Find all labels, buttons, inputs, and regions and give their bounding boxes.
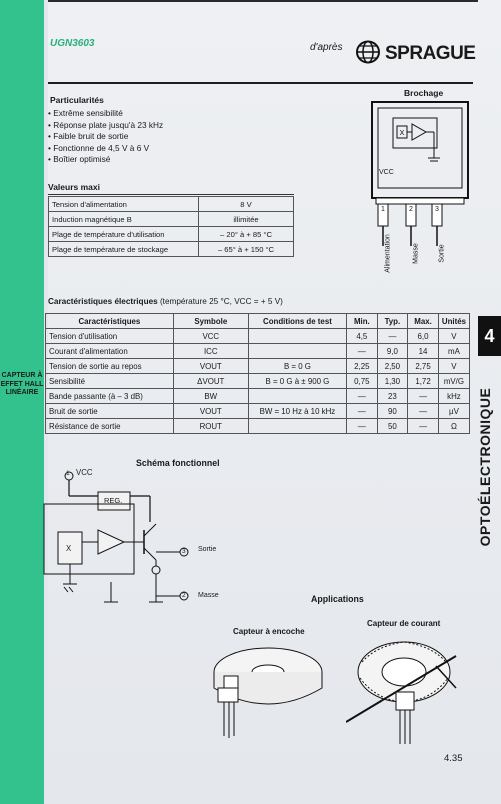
cell-label: Tension d'alimentation: [49, 197, 199, 212]
list-item: • Extrême sensibilité: [48, 108, 163, 120]
cell: —: [408, 389, 439, 404]
cell: Bande passante (à – 3 dB): [46, 389, 174, 404]
cell: 2,50: [377, 359, 408, 374]
cell: 1,30: [377, 374, 408, 389]
cell: —: [347, 419, 378, 434]
cell: —: [347, 404, 378, 419]
cell: 6,0: [408, 329, 439, 344]
schema-reg-label: REG.: [104, 496, 123, 505]
table-row: [49, 212, 294, 227]
pin-label-alimentation: Alimentation: [384, 234, 392, 273]
table-row: [49, 197, 294, 212]
cell: ICC: [173, 344, 248, 359]
cell-value: illimitée: [199, 212, 294, 227]
cell: BW: [173, 389, 248, 404]
cell: Ω: [438, 419, 469, 434]
part-number: UGN3603: [50, 38, 95, 49]
cell: Courant d'alimentation: [46, 344, 174, 359]
table-row: [46, 404, 470, 419]
schema-masse-pin: 2: [182, 592, 186, 599]
cell: ΔVOUT: [173, 374, 248, 389]
cell: 0,75: [347, 374, 378, 389]
schema-x-label: X: [66, 544, 72, 553]
cell: mA: [438, 344, 469, 359]
top-rule: [48, 0, 478, 2]
cell-label: Plage de température d'utilisation: [49, 227, 199, 242]
cell: B = 0 G: [248, 359, 346, 374]
cell: V: [438, 329, 469, 344]
cell: Résistance de sortie: [46, 419, 174, 434]
table-row: [46, 329, 470, 344]
cell: —: [377, 329, 408, 344]
list-item: • Faible bruit de sortie: [48, 131, 163, 143]
cell: 23: [377, 389, 408, 404]
cell: Tension d'utilisation: [46, 329, 174, 344]
cell: B = 0 G à ± 900 G: [248, 374, 346, 389]
column-header: Symbole: [173, 314, 248, 329]
list-item: • Boîtier optimisé: [48, 154, 163, 166]
particularites-title: Particularités: [50, 95, 104, 105]
electrical-table: [45, 313, 470, 434]
column-header: Caractéristiques: [46, 314, 174, 329]
cell: —: [347, 389, 378, 404]
schema-vcc-pin: 1: [66, 470, 70, 477]
green-side-bar: [0, 0, 44, 804]
cell: 50: [377, 419, 408, 434]
schema-sortie-label: Sortie: [198, 546, 217, 553]
svg-text:X: X: [399, 130, 405, 137]
table-row: [46, 389, 470, 404]
cell: µV: [438, 404, 469, 419]
schema-sortie-pin: 3: [182, 548, 186, 555]
cell: 4,5: [347, 329, 378, 344]
schema-masse-label: Masse: [198, 592, 219, 599]
schema-vcc-label: VCC: [76, 468, 93, 477]
cell: VOUT: [173, 404, 248, 419]
table-row: [46, 419, 470, 434]
electrical-condition: (température 25 °C, VCC = + 5 V): [159, 297, 283, 306]
section-title-vertical: [474, 372, 496, 562]
functional-schematic: [40, 462, 210, 612]
valeurs-maxi-table: [48, 196, 294, 257]
applications-title: Applications: [311, 594, 364, 604]
cell: —: [408, 404, 439, 419]
column-header: Unités: [438, 314, 469, 329]
column-header: Max.: [408, 314, 439, 329]
slot-sensor-illustration: [204, 636, 334, 746]
page-number: 4.35: [444, 753, 463, 764]
left-section-label: CAPTEUR À EFFET HALL LINÉAIRE: [0, 372, 44, 396]
cell-label: Plage de température de stockage: [49, 242, 199, 257]
cell: —: [408, 419, 439, 434]
cell: [248, 329, 346, 344]
cell: Sensibilité: [46, 374, 174, 389]
table-row: [46, 359, 470, 374]
column-header: Min.: [347, 314, 378, 329]
pin-3-number: 3: [435, 206, 439, 213]
table-row: [46, 374, 470, 389]
cell: [248, 419, 346, 434]
cell: mV/G: [438, 374, 469, 389]
table-row: [46, 344, 470, 359]
column-header: Conditions de test: [248, 314, 346, 329]
list-item: • Fonctionne de 4,5 V à 6 V: [48, 143, 163, 155]
cell: 90: [377, 404, 408, 419]
column-header: Typ.: [377, 314, 408, 329]
electrical-title: [48, 297, 283, 306]
cell: ROUT: [173, 419, 248, 434]
table-row: [49, 227, 294, 242]
cell-value: – 20° à + 85 °C: [199, 227, 294, 242]
pinout-vcc-label: VCC: [379, 169, 394, 176]
cell: 1,72: [408, 374, 439, 389]
current-sensor-illustration: [346, 626, 466, 746]
brand-name: SPRAGUE: [385, 43, 476, 64]
source-prefix: d'après: [310, 42, 343, 53]
particularites-list: [48, 108, 163, 166]
cell: 2,75: [408, 359, 439, 374]
schema-title: Schéma fonctionnel: [136, 458, 220, 468]
cell: VOUT: [173, 359, 248, 374]
sprague-globe-icon: [355, 40, 381, 64]
cell: kHz: [438, 389, 469, 404]
cell-label: Induction magnétique B: [49, 212, 199, 227]
pin-2-number: 2: [409, 206, 413, 213]
pin-1-number: 1: [381, 206, 385, 213]
list-item: • Réponse plate jusqu'à 23 kHz: [48, 120, 163, 132]
brochage-title: Brochage: [404, 88, 444, 98]
cell: 14: [408, 344, 439, 359]
electrical-title-text: Caractéristiques électriques: [48, 297, 158, 306]
cell: —: [347, 344, 378, 359]
pin-label-sortie: Sortie: [438, 244, 446, 263]
cell: V: [438, 359, 469, 374]
cell: Bruit de sortie: [46, 404, 174, 419]
table-row: [49, 242, 294, 257]
valeurs-maxi-title: Valeurs maxi: [48, 182, 294, 195]
application-label-courant: Capteur de courant: [367, 619, 441, 628]
cell: 2,25: [347, 359, 378, 374]
section-title-text: OPTOÉLECTRONIQUE: [477, 387, 493, 547]
cell: [248, 389, 346, 404]
table-header-row: [46, 314, 470, 329]
cell: BW = 10 Hz à 10 kHz: [248, 404, 346, 419]
cell-value: – 65° à + 150 °C: [199, 242, 294, 257]
pin-label-masse: Masse: [412, 243, 420, 264]
cell: VCC: [173, 329, 248, 344]
section-tab-number: 4: [478, 316, 501, 356]
cell-value: 8 V: [199, 197, 294, 212]
cell: Tension de sortie au repos: [46, 359, 174, 374]
application-label-encoche: Capteur à encoche: [233, 627, 305, 636]
cell: 9,0: [377, 344, 408, 359]
cell: [248, 344, 346, 359]
